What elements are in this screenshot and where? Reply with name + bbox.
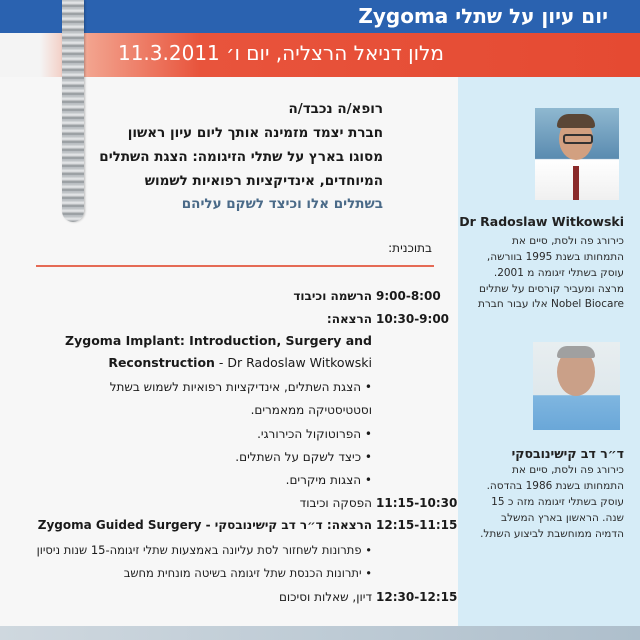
intro-line-1: רופא/ה נכבד/ה (288, 101, 383, 117)
speaker-1-bio-3: עוסק בשתלי זיגומה מ 2001. (493, 267, 624, 279)
speaker-2-hair (557, 346, 595, 358)
talk1-bullet-2-text: הפרוטוקול הכירורגי. (257, 427, 362, 441)
talk1-bullet-1-cont: וסטטיסטיקה ממאמרים. (250, 403, 372, 417)
talk2-bullet-2-text: יתרונות הכנסת שתל זיגומה בשיטה מונחית מחשב (123, 566, 362, 580)
speaker-2-bio-2: התמחותו בשנת 1986 בהדסה. (486, 480, 624, 492)
speaker-1-name: Dr Radoslaw Witkowski (459, 214, 624, 229)
speaker-2-photo (533, 342, 620, 430)
speaker-2-bio-1: כירורג פה ולסת, סיים את (512, 464, 624, 476)
intro-line-3: מסוגו בארץ על שתלי הזיגומה: הצגת השתלים (99, 149, 383, 165)
event-date-line: מלון דניאל הרצליה, יום ו׳ 11.3.2011 (117, 41, 444, 65)
agenda-time-1: 9:00-8:00 (376, 289, 441, 303)
intro-line-4: המיוחדים, אינדיקציות רפואיות לשמוש (144, 173, 383, 189)
agenda-divider (36, 265, 434, 267)
talk1-bullet-1-text: הצגת השתלים, אינדיקציות רפואיות לשמוש בשתל (109, 380, 362, 394)
talk2-bullet-1-text: פתרונות לשחזור לסת עליונה באמצעות שתלי זיגומה-15 שנות ניסיון (36, 543, 362, 557)
agenda-time-5: 12:30-12:15 (376, 590, 458, 604)
talk1-title-line2-text: Reconstruction (108, 355, 215, 370)
intro-line-5: בשתלים אלו וכיצד לשקם עליהם (181, 196, 383, 212)
agenda-text-1: הרשמה וכיבוד (293, 289, 372, 303)
bottom-strip (0, 626, 640, 640)
talk1-bullet-2: • הפרוטוקול הכירורגי. (257, 427, 372, 441)
speaker-1-bio-5: Nobel Biocare אלו עבור חברת (477, 298, 624, 310)
speaker-1-bio-2: התמחותו בשנת 1995 בוורשה, (486, 251, 624, 263)
agenda-time-2: 10:30-9:00 (376, 312, 450, 326)
agenda-time-4: 12:15-11:15 (376, 518, 458, 532)
agenda-text-3: הפסקה וכיבוד (299, 496, 372, 510)
talk2-bullet-2: • יתרונות הכנסת שתל זיגומה בשיטה מונחית מחשב (123, 566, 372, 580)
speaker-1-tie (573, 166, 579, 200)
speaker-2-bio-3: עוסק בשתלי זיגומה מזה כ 15 (491, 496, 624, 508)
intro-line-2: חברת יצמד מזמינה אותך ליום עיון ראשון (127, 125, 383, 141)
agenda-text-4: הרצאה: ד״ר דב קישינובסקי - Zygoma Guided Surgery (37, 518, 372, 532)
speaker-2-name: ד״ר דב קישינובסקי (511, 446, 624, 461)
speaker-1-bio-1: כירורג פה ולסת, סיים את (512, 235, 624, 247)
talk1-title-line2 (108, 355, 372, 370)
speaker-1-glasses (563, 134, 593, 144)
speaker-1-bio-4: מרצה ומעביר קורסים על שתלים (479, 283, 624, 295)
talk2-bullet-1: • פתרונות לשחזור לסת עליונה באמצעות שתלי זיגומה-15 שנות ניסיון (36, 543, 372, 557)
talk1-speaker: - Dr Radoslaw Witkowski (214, 355, 372, 370)
talk1-bullet-3: • כיצד לשקם על השתלים. (235, 450, 372, 464)
talk1-bullet-4-text: הצגות מיקרים. (285, 473, 362, 487)
speaker-2-bio-4: שנה. הראשון בארץ המשלב (501, 512, 624, 524)
agenda-text-5: דיון, שאלות וסיכום (278, 590, 372, 604)
talk1-title-line1: Zygoma Implant: Introduction, Surgery and (65, 333, 372, 348)
speaker-1-photo (535, 108, 619, 200)
event-title: יום עיון על שתלי Zygoma (358, 4, 608, 28)
zygoma-implant-image (62, 0, 84, 222)
talk1-bullet-1: • הצגת השתלים, אינדיקציות רפואיות לשמוש בשתל (109, 380, 372, 394)
talk1-bullet-4: • הצגות מיקרים. (285, 473, 372, 487)
agenda-text-2: הרצאה: (326, 312, 372, 326)
agenda-title: בתוכנית: (388, 241, 432, 255)
agenda-time-3: 11:15-10:30 (376, 496, 458, 510)
talk1-bullet-3-text: כיצד לשקם על השתלים. (235, 450, 362, 464)
speaker-1-hair (557, 114, 595, 128)
speaker-2-bio-5: הדמיה ממוחשבת לביצוע השתל. (480, 528, 624, 540)
